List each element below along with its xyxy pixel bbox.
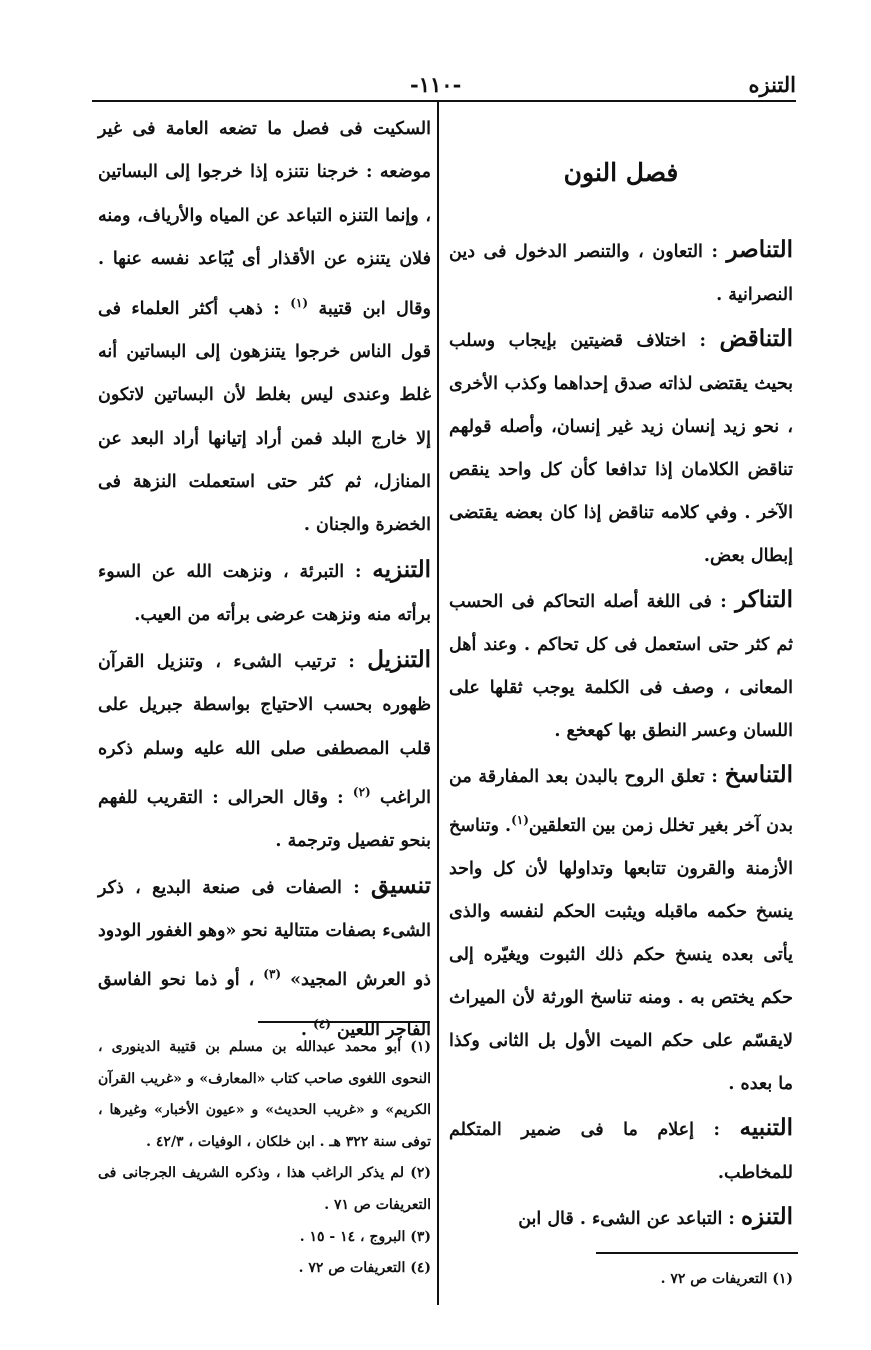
footnote-marker: (٣) — [263, 967, 282, 982]
entry-tanbih — [449, 1106, 793, 1195]
entry-term: التنزه — [740, 1202, 793, 1230]
entry-term: التناسخ — [724, 761, 793, 788]
entry-term: التنزيل — [367, 645, 431, 673]
entry-tanazzuh — [449, 1195, 793, 1241]
right-column — [449, 108, 793, 1241]
entry-text-cont: . وتناسخ الأزمنة والقرون تتابعها وتداولها لأن كل واحد ينسخ حكمه ماقبله ويثبت الحكم لنفسه والذى يأتى بعده ينسخ حكم ذلك الثبوت ويغيّره إلى حكم يختص به . ومنه تناسخ الورثة لأن الميراث لايقسّم على حكم الميت الأول بل الثانى وكذا ما بعده . — [449, 815, 793, 1094]
header-rule — [92, 100, 796, 102]
footnote: (٢) لم يذكر الراغب هذا ، وذكره الشريف الجرجانى فى التعريفات ص ٧١ . — [98, 1165, 431, 1213]
page-number: -١١٠- — [410, 72, 462, 97]
page-header — [92, 72, 796, 102]
entry-text: : إعلام ما فى ضمير المتكلم للمخاطب. — [449, 1119, 793, 1183]
continuation-text: السكيت فى فصل ما تضعه العامة فى غير موضعه : خرجنا نتنزه إذا خرجوا إلى البساتين ، وإنما التنزه التباعد عن المياه والأرياف، ومنه فلان يتنزه عن الأقذار أى يُبَاعد نفسه عنها . وقال ابن قتيبة — [98, 119, 431, 319]
entry-term: التناقض — [719, 325, 793, 352]
entry-term: التنبيه — [739, 1113, 793, 1141]
left-column — [98, 108, 431, 1052]
entry-tansiq — [98, 864, 431, 1052]
entry-text: : تعلق الروح بالبدن بعد المفارقة من بدن آخر بغير تخلل زمن بين التعلقين — [449, 767, 793, 836]
footnote: (١) أبو محمد عبدالله بن مسلم بن قتيبة الدينورى ، النحوى اللغوى صاحب كتاب «المعارف» و «غريب القرآن الكريم» و «غريب الحديث» و «عيون الأخبار» وغيرها ، توفى سنة ٣٢٢ هـ . ابن خلكان ، الوفيات ، ٤٢/٣ . — [98, 1039, 431, 1150]
entry-tanaqud — [449, 317, 793, 578]
column-divider — [437, 100, 439, 1305]
footnote: (٤) التعريفات ص ٧٢ . — [298, 1260, 431, 1277]
entry-tanzih — [98, 548, 431, 638]
footnote-rule-right — [596, 1252, 798, 1254]
footnote-marker: (٤) — [313, 1016, 331, 1031]
entry-text-cont: . — [300, 1019, 314, 1040]
entry-text: : التبرئة ، ونزهت الله عن السوء برأته منه ونزهت عرضى برأته من العيب. — [98, 561, 431, 626]
entry-tanzil — [98, 638, 431, 864]
entry-term: التناصر — [726, 236, 793, 263]
continuation-text-cont: : ذهب أكثر العلماء فى قول الناس خرجوا يتنزهون إلى البساتين أنه غلط وعندى ليس بغلط لأن البساتين لاتكون إلا خارج البلد فمن أراد إتيانها أراد البعد عن المنازل، ثم كثر حتى استعملت النزهة فى الخضرة والجنان . — [98, 298, 431, 536]
footnote: (١) التعريفات ص ٧٢ . — [660, 1271, 793, 1287]
entry-text-mid: ، أو ذما نحو الفاسق الفاجر اللعين — [98, 970, 431, 1040]
entry-text: : ترتيب الشىء ، وتنزيل القرآن ظهوره بحسب الاحتياج بواسطة جبريل على قلب المصطفى صلى الله عليه وسلم ذكره الراغب — [98, 651, 432, 808]
entry-term: التنزيه — [372, 555, 431, 583]
entry-continuation — [98, 108, 431, 548]
footnote-marker: (١) — [511, 813, 529, 827]
entry-text-cont: : وقال الحرالى : التقريب للفهم بنحو تفصيل وترجمة . — [98, 787, 431, 852]
footnotes-right — [449, 1264, 793, 1294]
footnote-marker: (٢) — [352, 784, 371, 799]
entry-text: : فى اللغة أصله التحاكم فى الحسب ثم كثر حتى استعمل فى كل تحاكم . وعند أهل المعانى ، وصف فى الكلمة يوجب ثقلها على اللسان وعسر النطق بها كهعخع . — [449, 592, 793, 741]
entry-term: التناكر — [735, 586, 793, 613]
footnotes-left — [98, 1032, 431, 1285]
entry-tanasur — [449, 228, 793, 317]
footnote: (٣) البروج ، ١٤ - ١٥ . — [299, 1228, 431, 1245]
entry-term: تنسيق — [371, 871, 431, 899]
entry-text: : التباعد عن الشىء . قال ابن — [518, 1208, 741, 1229]
entry-tanakur — [449, 578, 793, 753]
chapter-title: فصل النون — [563, 158, 679, 187]
entry-text: : اختلاف قضيتين بإيجاب وسلب بحيث يقتضى لذاته صدق إحداهما وكذب الأخرى ، نحو زيد إنسان زيد غير إنسان، وأصله قولهم تناقض الكلامان إذا تدافعا كأن كل واحد ينقص الآخر . وفي كلامه تناقض إذا كان بعضه يقتضى إبطال بعض. — [449, 331, 793, 566]
entry-text: : الصفات فى صنعة البديع ، ذكر الشىء بصفات متتالية نحو «وهو الغفور الودود ذو العرش المجيد» — [98, 877, 431, 991]
footnote-rule-left — [258, 1021, 430, 1023]
entry-tanasukh — [449, 753, 793, 1106]
entry-text: : التعاون ، والتنصر الدخول فى دين النصرانية . — [449, 242, 793, 305]
footnote-marker: (١) — [290, 295, 309, 310]
running-title: التنزه — [748, 72, 796, 97]
